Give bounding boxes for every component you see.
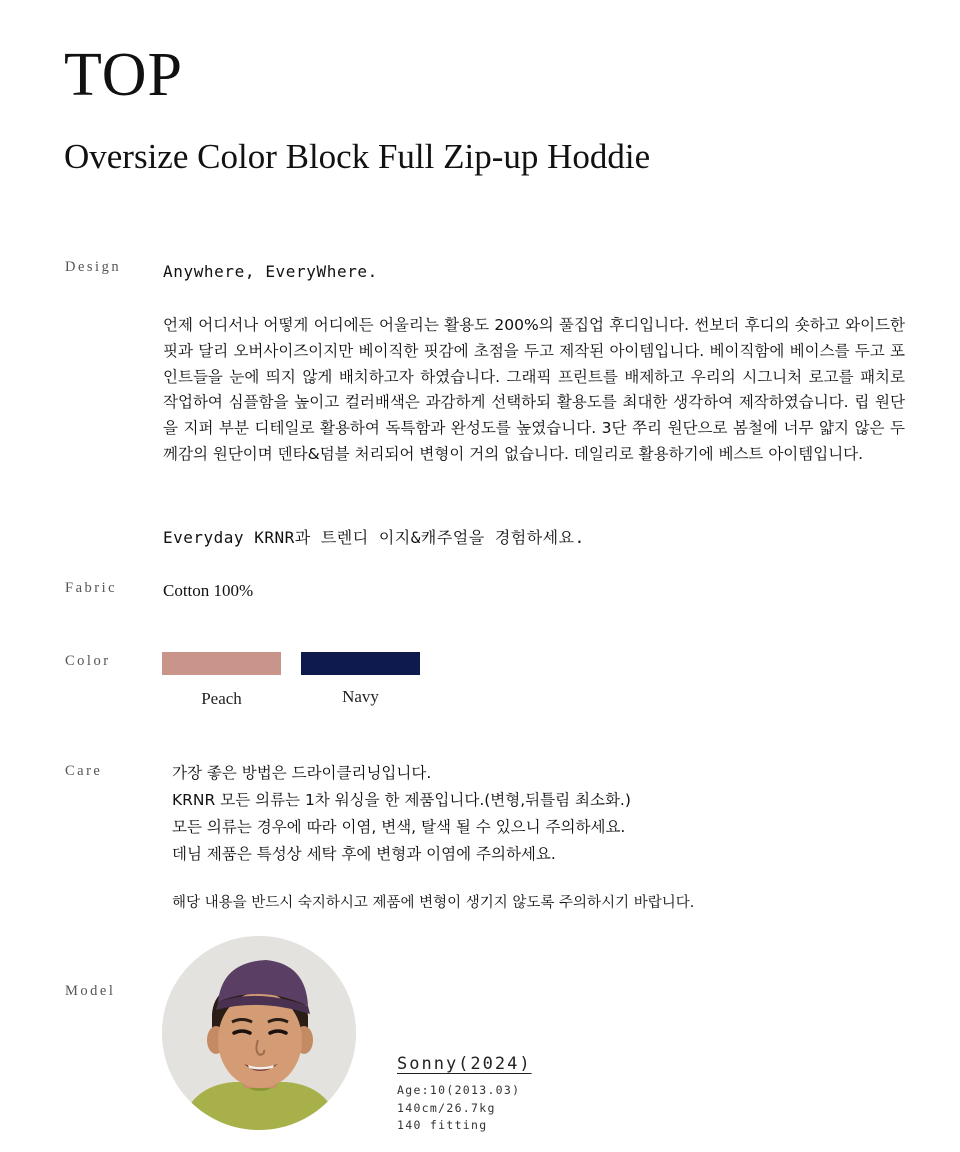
fabric-label: Fabric bbox=[65, 580, 118, 596]
color-name-navy: Navy bbox=[342, 687, 379, 706]
care-notice: 해당 내용을 반드시 숙지하시고 제품에 변형이 생기지 않도록 주의하시기 바랍니다. bbox=[172, 895, 695, 911]
design-tagline: Anywhere, EveryWhere. bbox=[163, 262, 378, 281]
design-closing-line: Everyday KRNR과 트렌디 이지&캐주얼을 경험하세요. bbox=[163, 528, 585, 547]
care-label: Care bbox=[65, 763, 103, 779]
model-size: 140cm/26.7kg bbox=[397, 1101, 496, 1115]
model-photo bbox=[162, 936, 356, 1130]
model-fitting: 140 fitting bbox=[397, 1118, 488, 1132]
color-swatch-navy bbox=[301, 652, 420, 675]
care-line: KRNR 모든 의류는 1차 워싱을 한 제품입니다.(변형,뒤틀림 최소화.) bbox=[172, 791, 631, 809]
design-label: Design bbox=[65, 259, 122, 275]
model-age: Age:10(2013.03) bbox=[397, 1083, 521, 1097]
fabric-value: Cotton 100% bbox=[163, 581, 254, 600]
care-instructions bbox=[172, 760, 631, 868]
care-line: 모든 의류는 경우에 따라 이염, 변색, 탈색 될 수 있으니 주의하세요. bbox=[172, 818, 626, 836]
design-description: 언제 어디서나 어떻게 어디에든 어울리는 활용도 200%의 풀집업 후디입니다. 썬보더 후디의 숏하고 와이드한 핏과 달리 오버사이즈이지만 베이직한 핏감에 초점을 두고 제작된 아이템입니다. 베이직함에 베이스를 두고 포인트들을 눈에 띄지 않게 배치하고자 하였습니다. 그래픽 프린트를 배제하고 우리의 시그니처 로고를 패치로 작업하여 심플함을 높이고 컬러배색은 과감하게 선택하되 활용도를 최대한 생각하여 제작하였습니다. 립 원단을 지퍼 부분 디테일로 활용하여 독특함과 완성도를 높였습니다. 3단 쭈리 원단으로 봄철에 너무 얇지 않은 두께감의 원단이며 덴타&덤블 처리되어 변형이 거의 없습니다. 데일리로 활용하기에 베스트 아이템입니다. bbox=[163, 316, 905, 463]
color-label: Color bbox=[65, 653, 111, 669]
model-label: Model bbox=[65, 983, 116, 999]
category-title: TOP bbox=[64, 41, 184, 109]
product-title: Oversize Color Block Full Zip-up Hoddie bbox=[64, 137, 651, 176]
model-name: Sonny(2024) bbox=[397, 1054, 532, 1074]
model-portrait-illustration bbox=[162, 936, 356, 1130]
color-name-peach: Peach bbox=[201, 689, 242, 708]
care-line: 데님 제품은 특성상 세탁 후에 변형과 이염에 주의하세요. bbox=[172, 845, 556, 863]
color-swatch-peach bbox=[162, 652, 281, 675]
care-line: 가장 좋은 방법은 드라이클리닝입니다. bbox=[172, 764, 432, 782]
